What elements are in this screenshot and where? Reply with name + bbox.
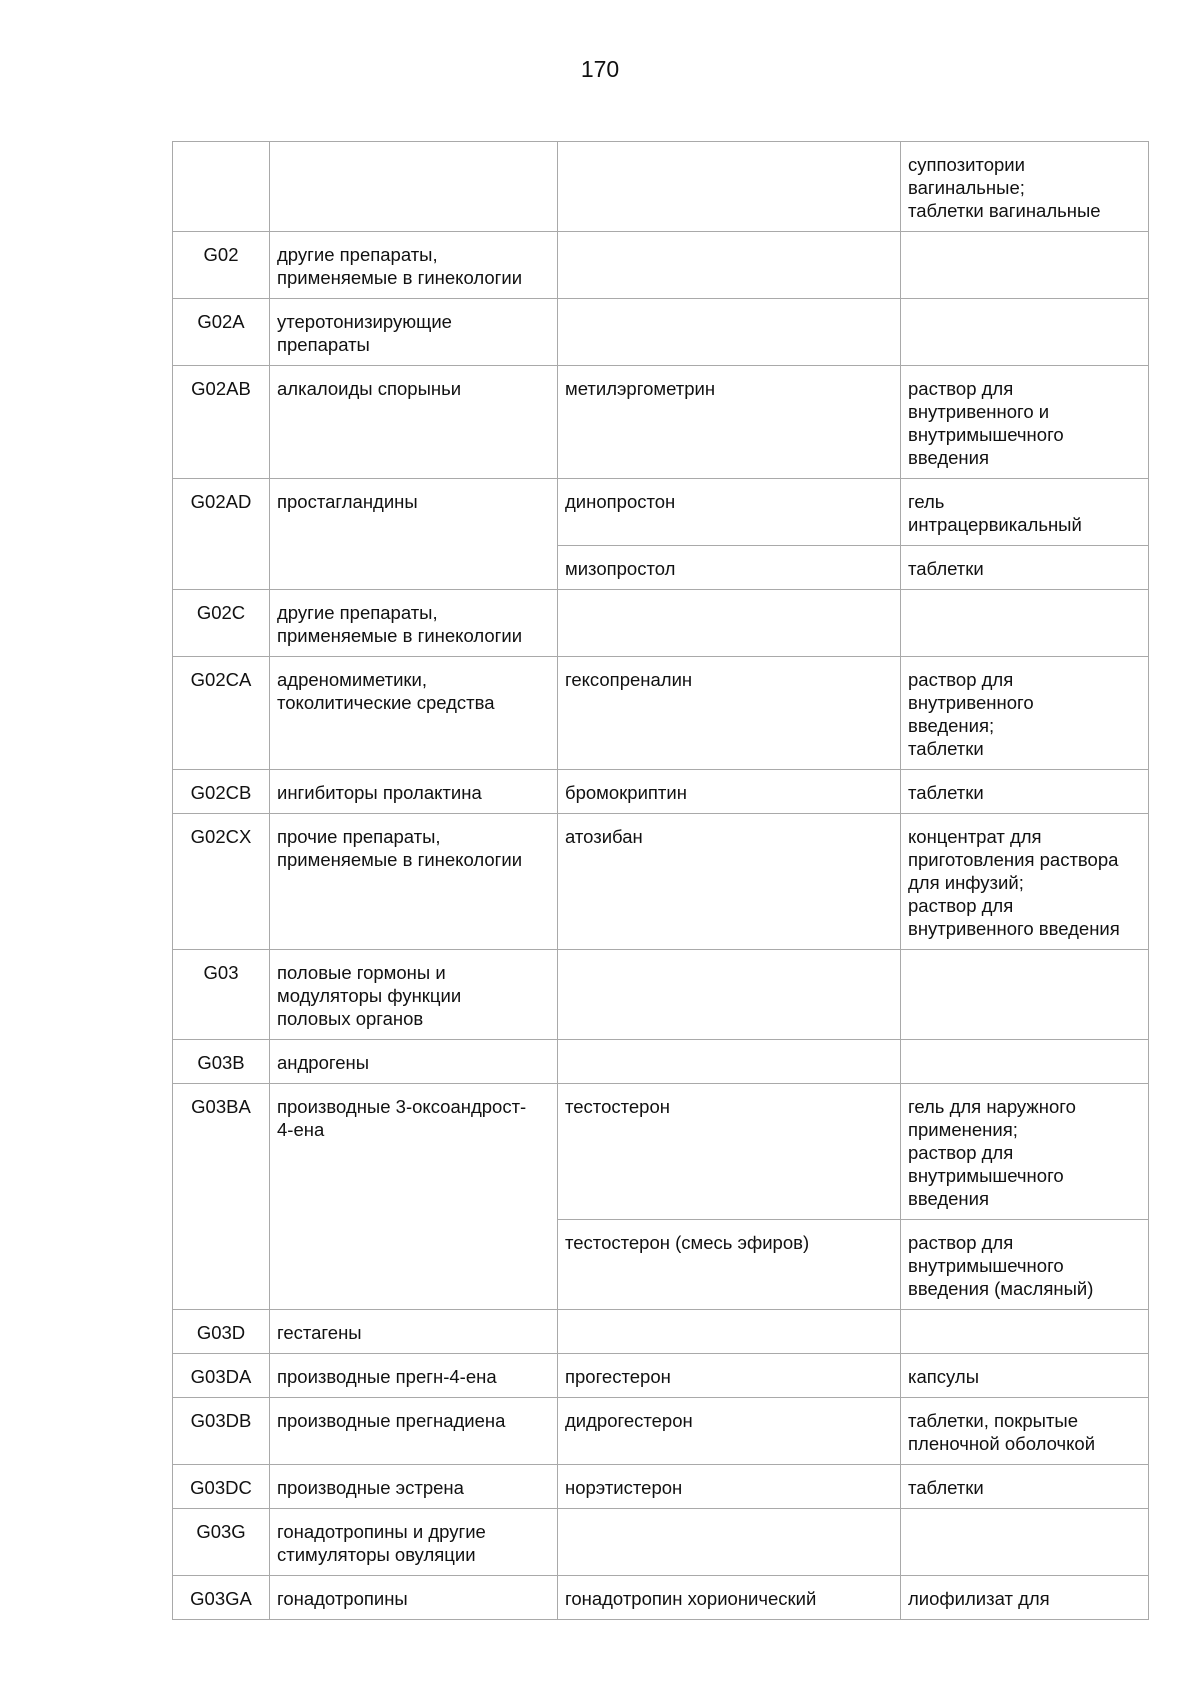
table-row bbox=[173, 1084, 1149, 1220]
atc-code-cell: G02CB bbox=[173, 770, 270, 814]
table-row bbox=[173, 1576, 1149, 1620]
table-row bbox=[173, 366, 1149, 479]
dosage-form-cell bbox=[901, 1040, 1149, 1084]
group-name-cell: другие препараты, применяемые в гинекологии bbox=[270, 590, 558, 657]
group-name-cell: гонадотропины и другие стимуляторы овуляции bbox=[270, 1509, 558, 1576]
dosage-form-cell: таблетки bbox=[901, 546, 1149, 590]
dosage-form-cell: концентрат для приготовления раствора для инфузий; раствор для внутривенного введения bbox=[901, 814, 1149, 950]
atc-code-cell: G02CA bbox=[173, 657, 270, 770]
drug-cell bbox=[558, 142, 901, 232]
group-name-cell: производные прегн-4-ена bbox=[270, 1354, 558, 1398]
table-row bbox=[173, 1354, 1149, 1398]
table-row bbox=[173, 770, 1149, 814]
table-row bbox=[173, 479, 1149, 546]
group-name-cell: гестагены bbox=[270, 1310, 558, 1354]
drug-cell: тестостерон (смесь эфиров) bbox=[558, 1220, 901, 1310]
drug-cell: атозибан bbox=[558, 814, 901, 950]
dosage-form-cell bbox=[901, 1509, 1149, 1576]
table-row bbox=[173, 1465, 1149, 1509]
atc-code-cell: G02CX bbox=[173, 814, 270, 950]
drug-cell bbox=[558, 232, 901, 299]
drug-cell: норэтистерон bbox=[558, 1465, 901, 1509]
table-row bbox=[173, 232, 1149, 299]
table-body bbox=[173, 142, 1149, 1620]
group-name-cell: гонадотропины bbox=[270, 1576, 558, 1620]
dosage-form-cell bbox=[901, 950, 1149, 1040]
drug-cell: динопростон bbox=[558, 479, 901, 546]
group-name-cell: половые гормоны и модуляторы функции половых органов bbox=[270, 950, 558, 1040]
drug-cell bbox=[558, 1040, 901, 1084]
dosage-form-cell: лиофилизат для bbox=[901, 1576, 1149, 1620]
table-row bbox=[173, 950, 1149, 1040]
group-name-cell: другие препараты, применяемые в гинекологии bbox=[270, 232, 558, 299]
dosage-form-cell bbox=[901, 232, 1149, 299]
table-row bbox=[173, 1040, 1149, 1084]
group-name-cell: алкалоиды спорыньи bbox=[270, 366, 558, 479]
dosage-form-cell: раствор для внутривенного введения; таблетки bbox=[901, 657, 1149, 770]
atc-code-cell: G03 bbox=[173, 950, 270, 1040]
table-row bbox=[173, 657, 1149, 770]
atc-code-cell: G03BA bbox=[173, 1084, 270, 1310]
group-name-cell: прочие препараты, применяемые в гинекологии bbox=[270, 814, 558, 950]
atc-drug-table bbox=[172, 141, 1149, 1620]
atc-code-cell: G02 bbox=[173, 232, 270, 299]
group-name-cell bbox=[270, 142, 558, 232]
table-row bbox=[173, 142, 1149, 232]
drug-cell: мизопростол bbox=[558, 546, 901, 590]
table-row bbox=[173, 1509, 1149, 1576]
group-name-cell: производные прегнадиена bbox=[270, 1398, 558, 1465]
atc-code-cell: G03DC bbox=[173, 1465, 270, 1509]
table-row bbox=[173, 1398, 1149, 1465]
group-name-cell: производные эстрена bbox=[270, 1465, 558, 1509]
dosage-form-cell bbox=[901, 299, 1149, 366]
group-name-cell: производные 3-оксоандрост- 4-ена bbox=[270, 1084, 558, 1310]
drug-cell bbox=[558, 1509, 901, 1576]
drug-cell: гексопреналин bbox=[558, 657, 901, 770]
drug-cell: тестостерон bbox=[558, 1084, 901, 1220]
atc-code-cell: G03GA bbox=[173, 1576, 270, 1620]
group-name-cell: андрогены bbox=[270, 1040, 558, 1084]
dosage-form-cell bbox=[901, 590, 1149, 657]
atc-code-cell: G02AB bbox=[173, 366, 270, 479]
atc-code-cell bbox=[173, 142, 270, 232]
drug-cell: гонадотропин хорионический bbox=[558, 1576, 901, 1620]
dosage-form-cell: гель для наружного применения; раствор для внутримышечного введения bbox=[901, 1084, 1149, 1220]
atc-code-cell: G03D bbox=[173, 1310, 270, 1354]
group-name-cell: утеротонизирующие препараты bbox=[270, 299, 558, 366]
table-row bbox=[173, 1310, 1149, 1354]
atc-code-cell: G03G bbox=[173, 1509, 270, 1576]
drug-cell: бромокриптин bbox=[558, 770, 901, 814]
dosage-form-cell: капсулы bbox=[901, 1354, 1149, 1398]
dosage-form-cell: таблетки, покрытые пленочной оболочкой bbox=[901, 1398, 1149, 1465]
table-row bbox=[173, 590, 1149, 657]
dosage-form-cell bbox=[901, 1310, 1149, 1354]
atc-code-cell: G02AD bbox=[173, 479, 270, 590]
drug-cell: метилэргометрин bbox=[558, 366, 901, 479]
dosage-form-cell: гель интрацервикальный bbox=[901, 479, 1149, 546]
dosage-form-cell: раствор для внутримышечного введения (масляный) bbox=[901, 1220, 1149, 1310]
table-row bbox=[173, 814, 1149, 950]
drug-cell bbox=[558, 1310, 901, 1354]
dosage-form-cell: таблетки bbox=[901, 1465, 1149, 1509]
table-row bbox=[173, 299, 1149, 366]
page-number: 170 bbox=[580, 56, 620, 82]
group-name-cell: адреномиметики, токолитические средства bbox=[270, 657, 558, 770]
atc-code-cell: G02C bbox=[173, 590, 270, 657]
drug-cell: прогестерон bbox=[558, 1354, 901, 1398]
atc-code-cell: G02A bbox=[173, 299, 270, 366]
drug-cell: дидрогестерон bbox=[558, 1398, 901, 1465]
atc-code-cell: G03B bbox=[173, 1040, 270, 1084]
group-name-cell: простагландины bbox=[270, 479, 558, 590]
atc-code-cell: G03DA bbox=[173, 1354, 270, 1398]
dosage-form-cell: таблетки bbox=[901, 770, 1149, 814]
drug-cell bbox=[558, 950, 901, 1040]
atc-code-cell: G03DB bbox=[173, 1398, 270, 1465]
drug-cell bbox=[558, 299, 901, 366]
dosage-form-cell: раствор для внутривенного и внутримышечного введения bbox=[901, 366, 1149, 479]
drug-cell bbox=[558, 590, 901, 657]
dosage-form-cell: суппозитории вагинальные; таблетки вагинальные bbox=[901, 142, 1149, 232]
group-name-cell: ингибиторы пролактина bbox=[270, 770, 558, 814]
